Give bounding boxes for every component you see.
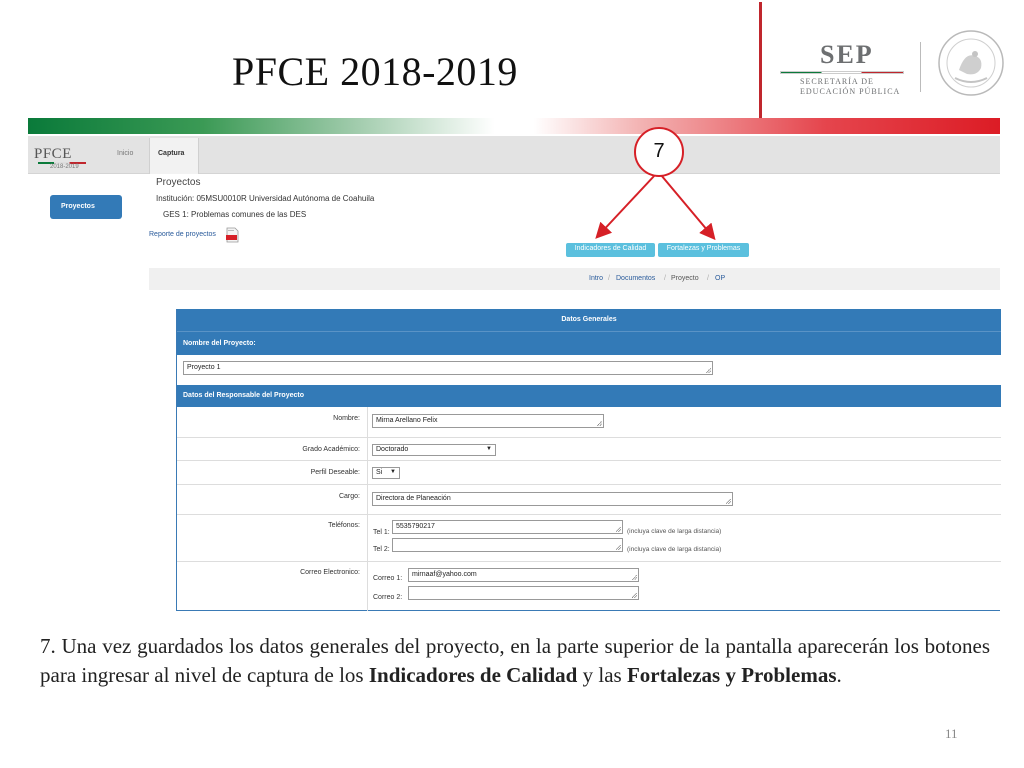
breadcrumb-separator: / xyxy=(664,275,666,282)
section-datos-generales: Datos Generales xyxy=(177,309,1001,331)
telefonos-label: Teléfonos: xyxy=(328,522,360,529)
top-nav-bar xyxy=(28,136,1000,174)
perfil-select-value: Si xyxy=(376,469,383,476)
institution-text: Institución: 05MSU0010R Universidad Autónoma de Coahuila xyxy=(156,194,375,203)
sep-logo xyxy=(780,38,910,98)
section-nombre-proyecto: Nombre del Proyecto: xyxy=(177,331,1001,355)
correo2-label: Correo 2: xyxy=(373,594,403,601)
grado-label: Grado Académico: xyxy=(302,446,360,453)
dropdown-caret-icon: ▼ xyxy=(486,446,492,452)
logo-divider xyxy=(920,42,921,92)
tel1-hint: (incluya clave de larga distancia) xyxy=(627,528,722,535)
page-title: Proyectos xyxy=(156,177,201,188)
breadcrumb-separator: / xyxy=(608,275,610,282)
report-link[interactable]: Reporte de proyectos xyxy=(149,231,216,238)
slide-title: PFCE 2018-2019 xyxy=(232,49,518,94)
fortalezas-problemas-button[interactable]: Fortalezas y Problemas xyxy=(658,243,749,257)
mexico-seal-icon xyxy=(935,28,1007,98)
row-divider xyxy=(177,460,1001,461)
step-callout-circle: 7 xyxy=(634,127,684,177)
pfce-logo-sub: 2018-2019 xyxy=(50,164,79,170)
indicadores-calidad-button[interactable]: Indicadores de Calidad xyxy=(566,243,655,257)
slide-body-text xyxy=(40,632,990,690)
perfil-select[interactable] xyxy=(372,467,400,479)
nav-inicio[interactable]: Inicio xyxy=(117,150,134,157)
pfce-logo[interactable] xyxy=(34,146,94,174)
row-divider xyxy=(177,437,1001,438)
breadcrumb xyxy=(149,268,1000,290)
pfce-logo-word: PFCE xyxy=(34,146,72,162)
correo2-input[interactable] xyxy=(408,586,639,600)
dropdown-caret-icon: ▼ xyxy=(390,469,396,475)
sep-logo-sub1: SECRETARÍA DE xyxy=(800,77,874,86)
breadcrumb-separator: / xyxy=(707,275,709,282)
perfil-label: Perfil Deseable: xyxy=(310,469,360,476)
body-text-bold-indicadores: Indicadores de Calidad xyxy=(368,663,578,687)
cargo-label: Cargo: xyxy=(338,493,360,500)
row-divider xyxy=(177,514,1001,515)
tel1-input[interactable]: 5535790217 xyxy=(392,520,623,534)
body-text-part2: y las xyxy=(577,663,627,687)
tel2-label: Tel 2: xyxy=(373,546,390,553)
body-text-bold-fortalezas: Fortalezas y Problemas xyxy=(626,663,837,687)
correo1-input[interactable]: mirnaaf@yahoo.com xyxy=(408,568,639,582)
grado-select-value: Doctorado xyxy=(376,446,409,453)
nav-captura[interactable]: Captura xyxy=(158,150,185,157)
ges-text: GES 1: Problemas comunes de las DES xyxy=(163,210,307,219)
flag-color-strip xyxy=(28,118,1000,134)
grado-select[interactable] xyxy=(372,444,496,456)
nombre-label: Nombre: xyxy=(333,415,360,422)
body-text-part3: . xyxy=(836,663,842,687)
app-screenshot xyxy=(28,134,1000,612)
cargo-input[interactable]: Directora de Planeación xyxy=(372,492,733,506)
row-divider xyxy=(177,561,1001,562)
sep-logo-sub2: EDUCACIÓN PÚBLICA xyxy=(800,87,901,96)
correo1-label: Correo 1: xyxy=(373,575,403,582)
page-number: 11 xyxy=(945,726,958,741)
tel2-hint: (incluya clave de larga distancia) xyxy=(627,546,722,553)
sidebar-proyectos-button[interactable]: Proyectos xyxy=(50,195,122,219)
responsable-name-input[interactable]: Mirna Arellano Felix xyxy=(372,414,604,428)
breadcrumb-intro[interactable]: Intro xyxy=(589,275,604,282)
sep-logo-word: SEP xyxy=(820,40,874,69)
pdf-icon[interactable] xyxy=(226,227,239,243)
tel1-label: Tel 1: xyxy=(373,529,390,536)
row-divider xyxy=(177,484,1001,485)
breadcrumb-op[interactable]: OP xyxy=(715,275,726,282)
sep-logo-flag-line xyxy=(780,71,904,74)
breadcrumb-documentos[interactable]: Documentos xyxy=(616,275,656,282)
project-name-input[interactable]: Proyecto 1 xyxy=(183,361,713,375)
body-text-part1: 7. Una vez guardados los datos generales del proyecto, en la parte superior de la pantalla aparecerán los botones para ingresar al nivel de captura de los xyxy=(40,634,990,687)
tel2-input[interactable] xyxy=(392,538,623,552)
section-responsable: Datos del Responsable del Proyecto xyxy=(177,385,1001,407)
datos-generales-form xyxy=(176,309,1000,611)
breadcrumb-proyecto: Proyecto xyxy=(671,275,699,282)
correo-label: Correo Electronico: xyxy=(300,569,360,576)
red-divider xyxy=(759,2,762,118)
